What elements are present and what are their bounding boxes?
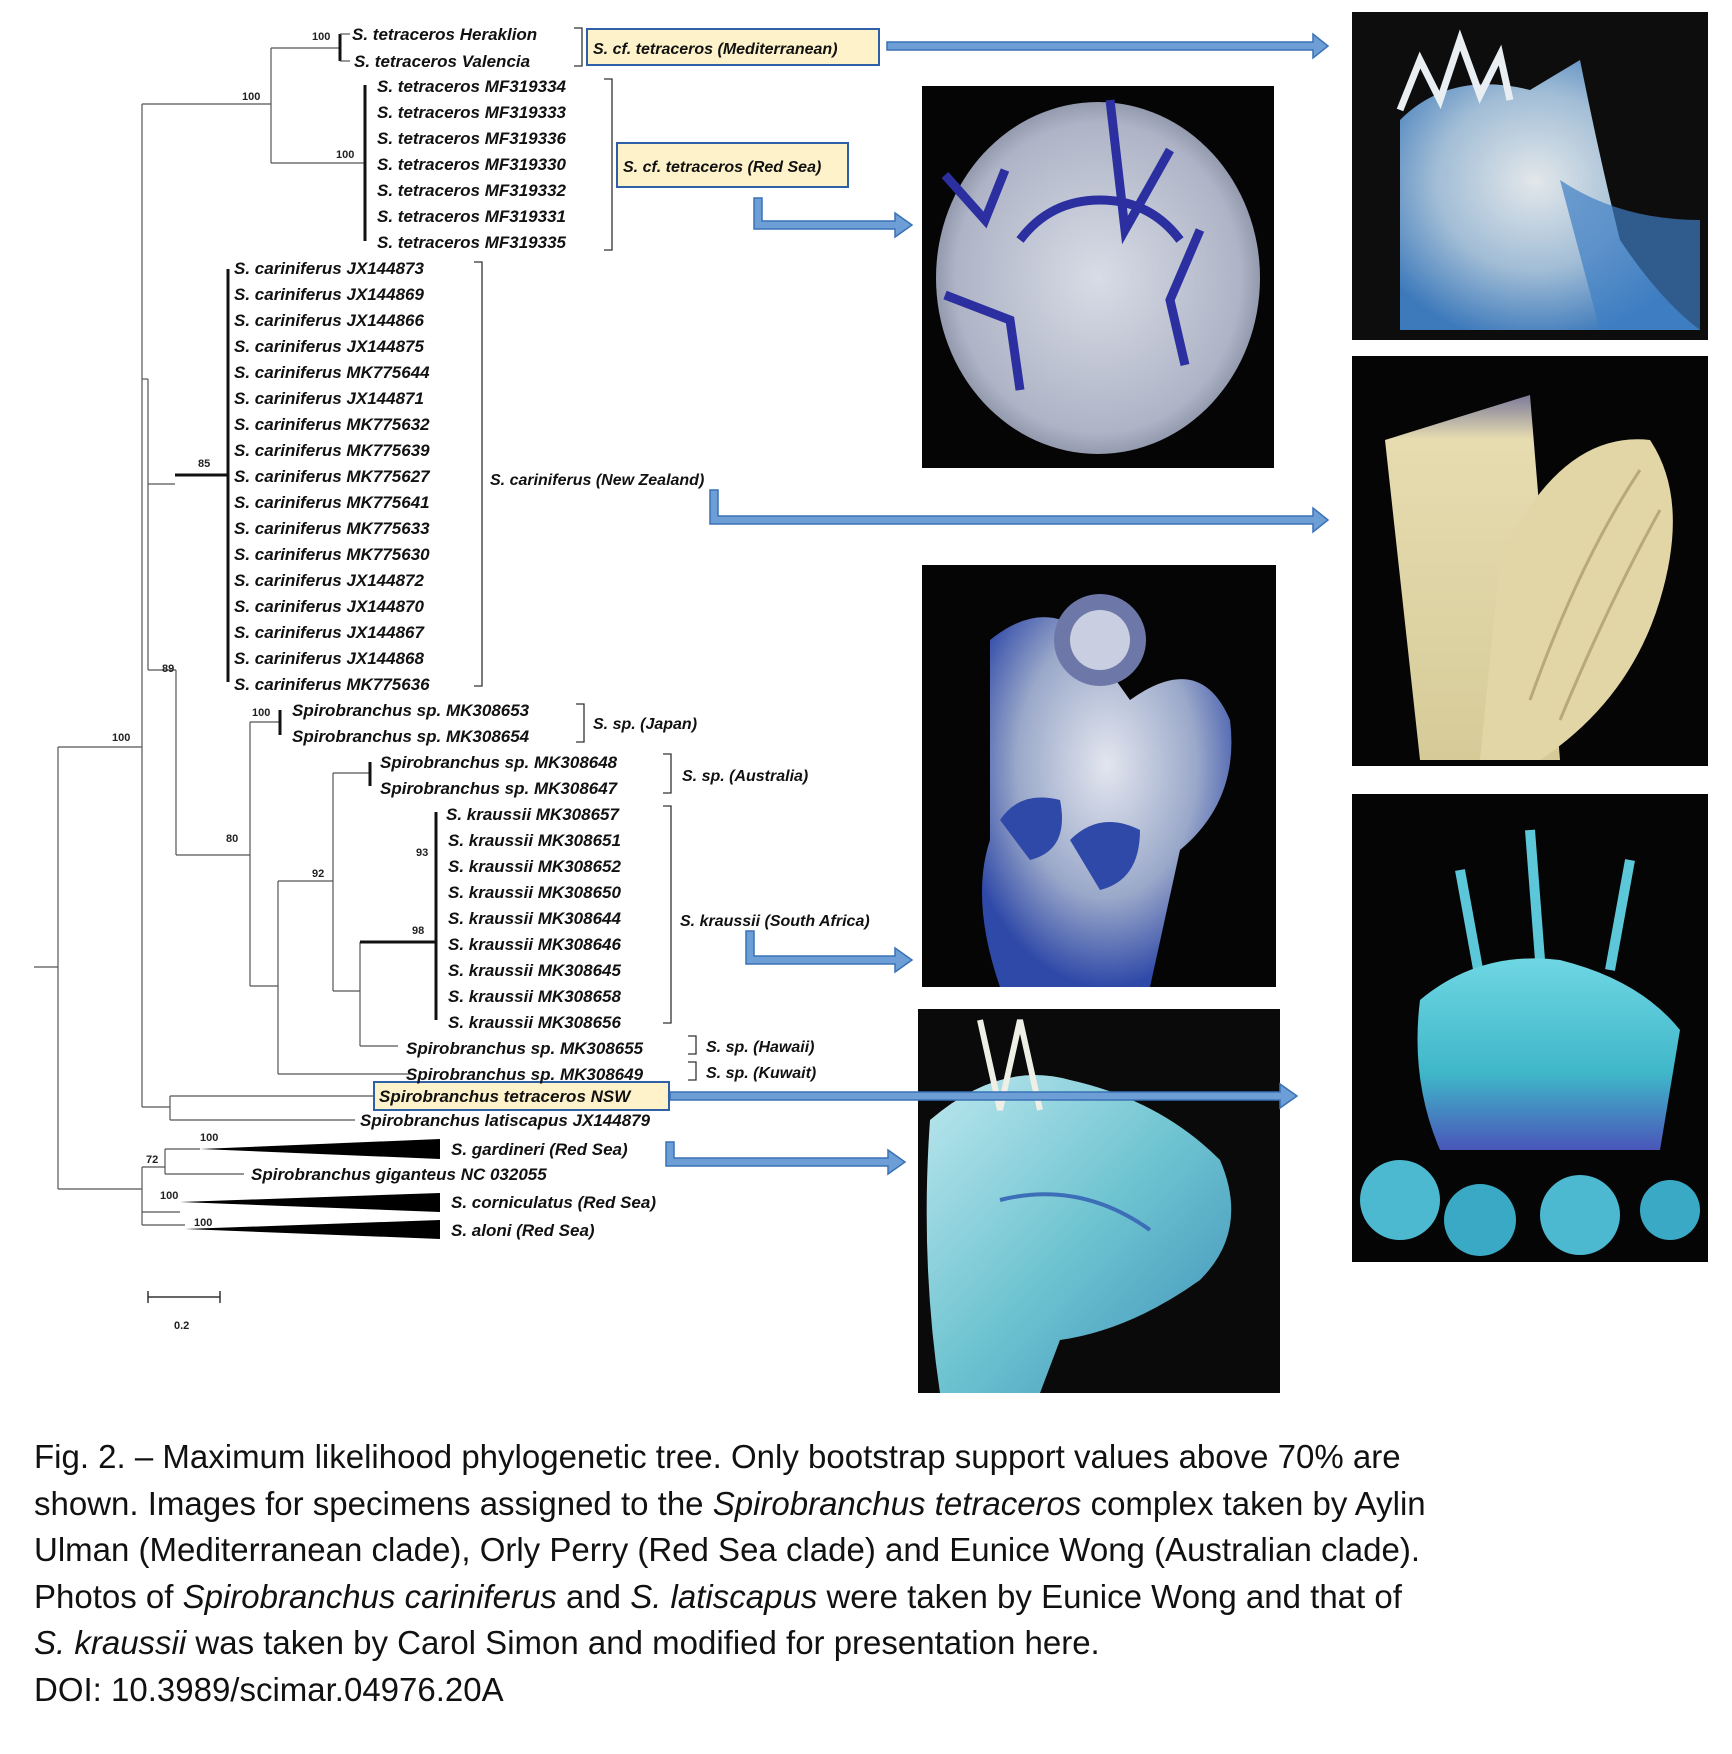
leaf-label: S. corniculatus (Red Sea) xyxy=(451,1193,656,1212)
clade-label-kuwait: S. sp. (Kuwait) xyxy=(706,1065,817,1082)
caption-species-name: S. kraussii xyxy=(34,1624,187,1661)
latiscapus-operculum-photo xyxy=(918,1009,1280,1393)
bootstrap-value: 98 xyxy=(412,925,425,937)
leaf-label: S. kraussii MK308645 xyxy=(448,961,621,980)
leaf-label: S. kraussii MK308646 xyxy=(448,935,621,954)
bootstrap-value: 72 xyxy=(146,1154,159,1166)
caption-line xyxy=(34,1620,1704,1667)
leaf-label: S. cariniferus JX144866 xyxy=(234,311,424,330)
arrow-kraussii-to-photo xyxy=(746,931,912,972)
leaf-label: S. tetraceros MF319332 xyxy=(377,181,566,200)
leaf-label: S. gardineri (Red Sea) xyxy=(451,1140,628,1159)
leaf-label: Spirobranchus sp. MK308655 xyxy=(406,1039,644,1058)
leaf-label: S. cariniferus JX144868 xyxy=(234,649,424,668)
red-sea-operculum-photo xyxy=(922,86,1274,468)
clade-label-new-zealand: S. cariniferus (New Zealand) xyxy=(490,472,705,489)
caption-text: were taken by Eunice Wong and that of xyxy=(817,1577,1402,1615)
caption-species-name: Spirobranchus tetraceros xyxy=(712,1484,1082,1522)
leaf-label: S. kraussii MK308657 xyxy=(446,805,619,824)
bootstrap-value: 100 xyxy=(160,1190,179,1202)
clade-label-hawaii: S. sp. (Hawaii) xyxy=(706,1039,815,1056)
leaf-label: S. cariniferus MK775639 xyxy=(234,441,430,460)
bootstrap-value: 100 xyxy=(312,31,331,43)
arrow-red-sea-to-photo xyxy=(754,198,912,237)
bootstrap-value: 100 xyxy=(336,149,355,161)
caption-text: Photos of xyxy=(34,1577,183,1615)
doi-text: DOI: 10.3989/scimar.04976.20A xyxy=(34,1670,504,1708)
leaf-label: S. tetraceros MF319331 xyxy=(377,207,566,226)
leaf-label: S. cariniferus MK775641 xyxy=(234,493,430,512)
leaf-labels xyxy=(234,25,656,1240)
arrow-latiscapus-to-photo xyxy=(666,1142,905,1174)
leaf-label: S. tetraceros MF319333 xyxy=(377,103,566,122)
leaf-label: S. tetraceros MF319334 xyxy=(377,77,566,96)
clade-label-japan: S. sp. (Japan) xyxy=(593,716,698,733)
leaf-label: Spirobranchus sp. MK308653 xyxy=(292,701,530,720)
bootstrap-value: 100 xyxy=(252,707,271,719)
bootstrap-value: 89 xyxy=(162,663,175,675)
leaf-label: S. kraussii MK308644 xyxy=(448,909,621,928)
clade-label-australia: S. sp. (Australia) xyxy=(682,768,809,785)
bootstrap-value: 92 xyxy=(312,868,325,880)
leaf-label: S. cariniferus JX144871 xyxy=(234,389,424,408)
leaf-label: S. cariniferus JX144872 xyxy=(234,571,424,590)
clade-label-red-sea: S. cf. tetraceros (Red Sea) xyxy=(623,159,822,176)
caption-line xyxy=(34,1434,1704,1481)
bootstrap-value: 100 xyxy=(242,91,261,103)
caption-text: and xyxy=(556,1577,631,1615)
caption-species-name: S. latiscapus xyxy=(630,1577,818,1615)
leaf-label: S. cariniferus MK775630 xyxy=(234,545,430,564)
nsw-operculum-photo xyxy=(1352,794,1708,1262)
leaf-label: Spirobranchus latiscapus JX144879 xyxy=(360,1111,651,1130)
caption-text: was taken by Carol Simon and modified for presentation here. xyxy=(186,1624,1100,1661)
leaf-label: S. kraussii MK308656 xyxy=(448,1013,621,1032)
clade-label-mediterranean: S. cf. tetraceros (Mediterranean) xyxy=(593,41,838,58)
leaf-label: S. cariniferus MK775627 xyxy=(234,467,430,486)
leaf-label: S. cariniferus JX144869 xyxy=(234,285,424,304)
leaf-label: S. cariniferus JX144873 xyxy=(234,259,424,278)
caption-line xyxy=(34,1527,1704,1574)
leaf-label: S. kraussii MK308651 xyxy=(448,831,621,850)
leaf-label: Spirobranchus giganteus NC 032055 xyxy=(251,1165,547,1184)
mediterranean-operculum-photo xyxy=(1352,12,1708,340)
scale-label: 0.2 xyxy=(174,1320,190,1332)
leaf-label: Spirobranchus tetraceros NSW xyxy=(379,1087,631,1106)
leaf-label: S. tetraceros Valencia xyxy=(354,52,531,71)
arrow-mediterranean-to-photo xyxy=(887,34,1328,58)
leaf-label: S. tetraceros MF319330 xyxy=(377,155,566,174)
kraussii-operculum-photo xyxy=(922,565,1276,987)
bootstrap-value: 80 xyxy=(226,833,239,845)
bootstrap-value: 93 xyxy=(416,847,429,859)
leaf-label: Spirobranchus sp. MK308649 xyxy=(406,1065,644,1084)
bootstrap-value: 100 xyxy=(194,1217,213,1229)
bootstrap-value: 85 xyxy=(198,458,211,470)
leaf-label: S. tetraceros MF319335 xyxy=(377,233,566,252)
caption-species-name: Spirobranchus cariniferus xyxy=(182,1577,557,1615)
leaf-label: S. kraussii MK308658 xyxy=(448,987,621,1006)
leaf-label: S. cariniferus MK775644 xyxy=(234,363,430,382)
leaf-label: S. tetraceros MF319336 xyxy=(377,129,566,148)
bootstrap-value: 100 xyxy=(200,1132,219,1144)
caption-line xyxy=(34,1481,1704,1528)
figure-caption xyxy=(34,1434,1704,1713)
leaf-label: S. aloni (Red Sea) xyxy=(451,1221,595,1240)
leaf-label: Spirobranchus sp. MK308647 xyxy=(380,779,618,798)
leaf-label: S. tetraceros Heraklion xyxy=(352,25,538,44)
caption-line xyxy=(34,1574,1704,1621)
cariniferus-operculum-photo xyxy=(1352,356,1708,766)
caption-text: shown. Images for specimens assigned to the xyxy=(34,1484,713,1522)
caption-text: Fig. 2. – Maximum likelihood phylogenetic tree. Only bootstrap support values above 70% are xyxy=(34,1438,1401,1475)
leaf-label: S. cariniferus MK775632 xyxy=(234,415,430,434)
leaf-label: S. kraussii MK308652 xyxy=(448,857,621,876)
leaf-label: S. cariniferus JX144870 xyxy=(234,597,424,616)
leaf-label: S. cariniferus MK775636 xyxy=(234,675,430,694)
clade-label-south-africa: S. kraussii (South Africa) xyxy=(680,913,870,930)
leaf-label: S. cariniferus MK775633 xyxy=(234,519,430,538)
caption-doi xyxy=(34,1667,1704,1714)
caption-text: complex taken by Aylin xyxy=(1081,1484,1426,1522)
caption-text: Ulman (Mediterranean clade), Orly Perry (Red Sea clade) and Eunice Wong (Australian clade). xyxy=(34,1531,1421,1568)
arrow-cariniferus-to-photo xyxy=(710,490,1328,532)
leaf-label: Spirobranchus sp. MK308654 xyxy=(292,727,530,746)
leaf-label: S. kraussii MK308650 xyxy=(448,883,621,902)
bootstrap-value: 100 xyxy=(112,732,131,744)
leaf-label: Spirobranchus sp. MK308648 xyxy=(380,753,618,772)
leaf-label: S. cariniferus JX144867 xyxy=(234,623,424,642)
leaf-label: S. cariniferus JX144875 xyxy=(234,337,424,356)
